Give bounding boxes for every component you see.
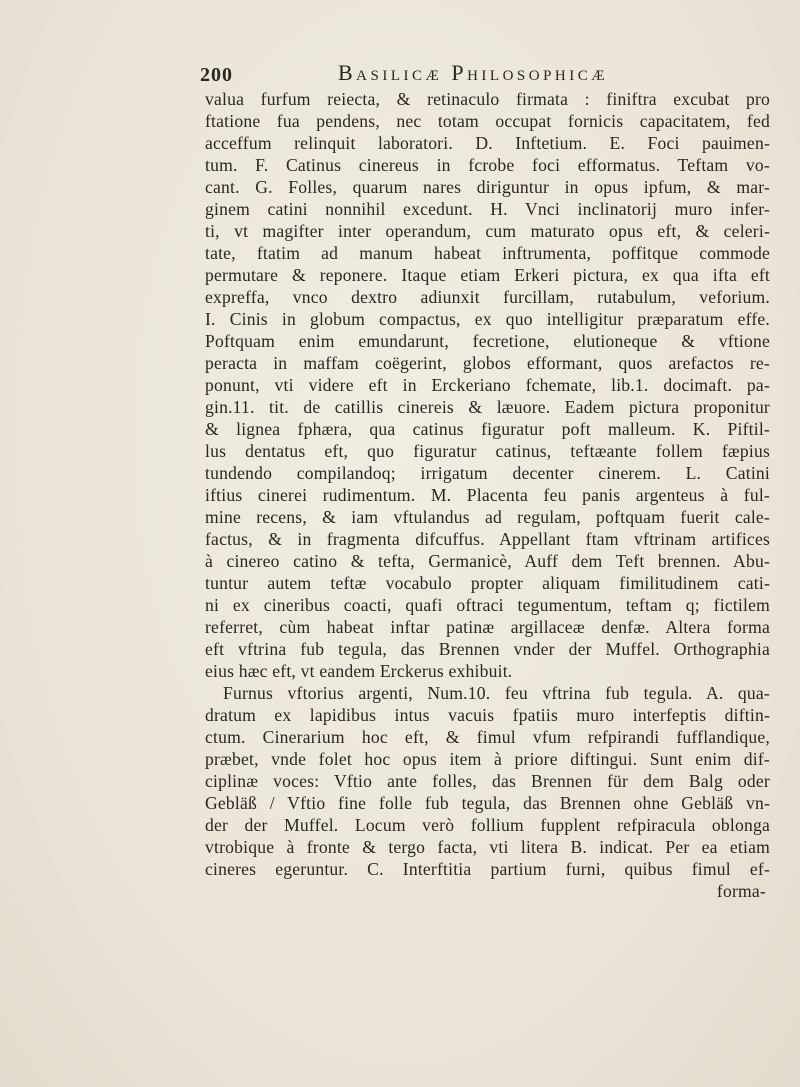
text-line: præbet, vnde folet hoc opus item à priore diftingui. Sunt enim dif- (205, 749, 770, 769)
text-line: expreffa, vnco dextro adiunxit furcillam, rutabulum, veforium. (205, 287, 770, 307)
text-line: peracta in maffam coëgerint, globos efformant, quos arefactos re- (205, 353, 770, 373)
text-line: cineres egeruntur. C. Interftitia partium furni, quibus fimul ef- (205, 859, 770, 879)
page-number: 200 (200, 64, 233, 86)
text-line: ni ex cineribus coacti, quafi oftraci tegumentum, teftam q; fictilem (205, 595, 770, 615)
text-line: tundendo compilandoq; irrigatum decenter cinerem. L. Catini (205, 463, 770, 483)
text-line: ctum. Cinerarium hoc eft, & fimul vfum refpirandi fufflandique, (205, 727, 770, 747)
text-line: valua furfum reiecta, & retinaculo firmata : finiftra excubat pro (205, 89, 770, 109)
running-title: Basilicæ Philosophicæ (338, 60, 609, 85)
text-line: ciplinæ voces: Vftio ante folles, das Brennen für dem Balg oder (205, 771, 770, 791)
catchword: forma- (716, 881, 766, 901)
text-line: cant. G. Folles, quarum nares diriguntur in opus ipfum, & mar- (205, 177, 770, 197)
body-text (205, 88, 770, 902)
text-line: gin.11. tit. de catillis cinereis & læuore. Eadem pictura proponitur (205, 397, 770, 417)
page-header (200, 48, 760, 86)
text-line: eft vftrina fub tegula, das Brennen vnder der Muffel. Orthographia (205, 639, 770, 659)
text-line: mine recens, & iam vftulandus ad regulam, poftquam fuerit cale- (205, 507, 770, 527)
text-line: eius hæc eft, vt eandem Erckerus exhibuit. (205, 661, 513, 681)
text-line: iftius cinerei rudimentum. M. Placenta feu panis argenteus à ful- (205, 485, 770, 505)
text-line: ftatione fua pendens, nec totam occupat fornicis capacitatem, fed (205, 111, 770, 131)
text-line: dratum ex lapidibus intus vacuis fpatiis muro interfeptis diftin- (205, 705, 770, 725)
text-line: & lignea fphæra, qua catinus figuratur poft malleum. K. Piftil- (205, 419, 770, 439)
text-line: tuntur autem teftæ vocabulo propter aliquam fimilitudinem cati- (205, 573, 770, 593)
text-line: vtrobique à fronte & tergo facta, vti litera B. indicat. Per ea etiam (205, 837, 770, 857)
text-line: tum. F. Catinus cinereus in fcrobe foci efformatus. Teftam vo- (205, 155, 770, 175)
text-line: Furnus vftorius argenti, Num.10. feu vftrina fub tegula. A. qua- (223, 683, 770, 703)
text-line: lus dentatus eft, quo figuratur catinus, teftæante follem fæpius (205, 441, 770, 461)
text-line: ti, vt magifter inter operandum, cum maturato opus eft, & celeri- (205, 221, 770, 241)
text-line: ginem catini nonnihil excedunt. H. Vnci inclinatorij muro infer- (205, 199, 770, 219)
text-line: acceffum relinquit laboratori. D. Inftetium. E. Foci pauimen- (205, 133, 770, 153)
text-line: tate, ftatim ad manum habeat inftrumenta, poffitque commode (205, 243, 770, 263)
text-line: ponunt, vti videre eft in Erckeriano fchemate, lib.1. docimaft. pa- (205, 375, 770, 395)
text-line: I. Cinis in globum compactus, ex quo intelligitur præparatum effe. (205, 309, 770, 329)
text-line: à cinereo catino & tefta, Germanicè, Auff dem Teft brennen. Abu- (205, 551, 770, 571)
text-line: Poftquam enim emundarunt, fecretione, elutioneque & vftione (205, 331, 770, 351)
text-line: factus, & in fragmenta difcuffus. Appellant ftam vftrinam artifices (205, 529, 770, 549)
text-line: der der Muffel. Locum verò follium fupplent refpiracula oblonga (205, 815, 770, 835)
text-line: Gebläß / Vftio fine folle fub tegula, das Brennen ohne Gebläß vn- (205, 793, 770, 813)
text-line: referret, cùm habeat inftar patinæ argillaceæ denfæ. Altera forma (205, 617, 770, 637)
text-line: permutare & reponere. Itaque etiam Erkeri pictura, ex qua ifta eft (205, 265, 770, 285)
